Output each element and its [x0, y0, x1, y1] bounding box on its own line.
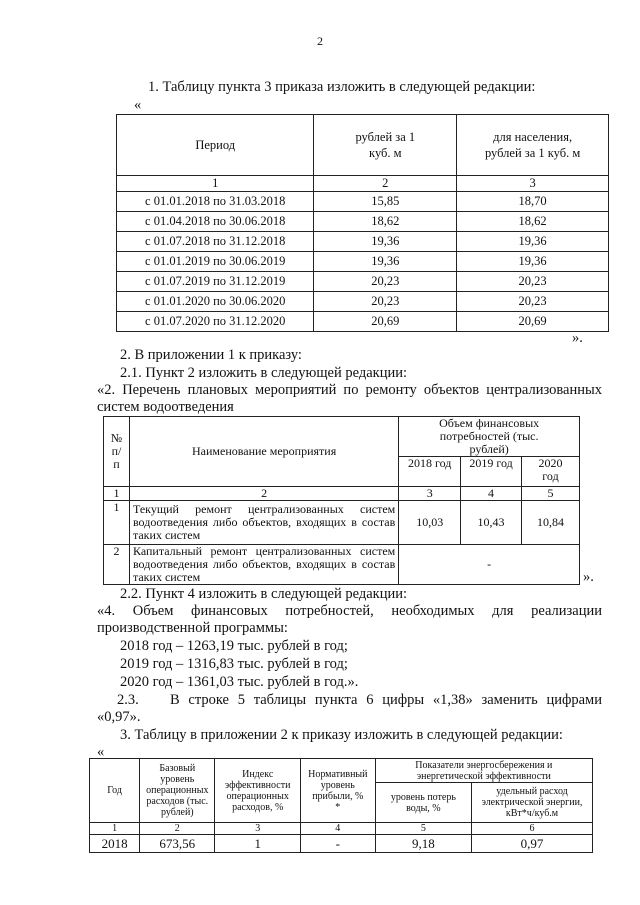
- row-number: 1: [104, 501, 130, 545]
- table-row: [117, 192, 609, 212]
- section-1-heading: 1. Таблицу пункта 3 приказа изложить в следующей редакции:: [148, 79, 536, 95]
- header-energy-indicators: Показатели энергосбережения и энергетической эффективности: [375, 759, 592, 783]
- price-cell: 19,36: [314, 252, 457, 272]
- population-price-cell: 18,70: [457, 192, 609, 212]
- colnum: 1: [104, 487, 130, 501]
- period-cell: с 01.01.2019 по 30.06.2019: [117, 252, 314, 272]
- colnum: 4: [300, 823, 375, 835]
- quote-4-line1: «4. Объем финансовых потребностей, необходимых для реализации: [97, 603, 602, 619]
- financial-line-2020: 2020 год – 1361,03 тыс. рублей в год.».: [120, 674, 359, 690]
- value-2020: 10,84: [521, 501, 579, 545]
- price-cell: 18,62: [314, 212, 457, 232]
- header-number: № п/ п: [104, 417, 130, 487]
- population-price-cell: 18,62: [457, 212, 609, 232]
- period-cell: с 01.01.2020 по 30.06.2020: [117, 292, 314, 312]
- price-cell: 20,69: [314, 312, 457, 332]
- header-base-level: Базовый уровень операционных расходов (тыс. рублей): [140, 759, 215, 823]
- header-normative-profit-star: *: [335, 801, 341, 813]
- page-number: 2: [317, 34, 323, 48]
- colnum: 3: [457, 176, 609, 192]
- specific-consumption-cell: 0,97: [472, 835, 593, 853]
- table-row: [117, 272, 609, 292]
- header-population-price: для населения, рублей за 1 куб. м: [457, 115, 609, 176]
- header-financial-needs: Объем финансовых потребностей (тыс. рублей): [399, 417, 580, 457]
- population-price-cell: 20,23: [457, 292, 609, 312]
- measure-name: Капитальный ремонт централизованных систем водоотведения либо объектов, входящих в состав таких систем: [129, 545, 398, 585]
- period-cell: с 01.07.2018 по 31.12.2018: [117, 232, 314, 252]
- column-numbers-row: [90, 823, 593, 835]
- column-numbers-row: [104, 487, 580, 501]
- quote-2-line1: «2. Перечень плановых мероприятий по ремонту объектов централизованных: [97, 382, 602, 398]
- header-year: Год: [90, 759, 140, 823]
- subsection-2-3-continued: «0,97».: [97, 709, 141, 725]
- tariff-table-header: [117, 115, 609, 176]
- colnum: 3: [215, 823, 300, 835]
- header-efficiency-index: Индекс эффективности операционных расходов, %: [215, 759, 300, 823]
- period-cell: с 01.07.2020 по 31.12.2020: [117, 312, 314, 332]
- water-loss-cell: 9,18: [375, 835, 471, 853]
- measure-name: Текущий ремонт централизованных систем водоотведения либо объектов, входящих в состав таких систем: [129, 501, 398, 545]
- close-quote-2: ».: [583, 569, 594, 585]
- population-price-cell: 19,36: [457, 232, 609, 252]
- column-numbers-row: [117, 176, 609, 192]
- price-cell: 15,85: [314, 192, 457, 212]
- quote-2-line2: систем водоотведения: [97, 399, 234, 415]
- colnum: 4: [461, 487, 522, 501]
- tariff-table: [116, 114, 609, 332]
- financial-line-2018: 2018 год – 1263,19 тыс. рублей в год;: [120, 638, 348, 654]
- header-measure-name: Наименование мероприятия: [129, 417, 398, 487]
- colnum: 1: [90, 823, 140, 835]
- table-row: [117, 312, 609, 332]
- efficiency-index-cell: 1: [215, 835, 300, 853]
- colnum: 6: [472, 823, 593, 835]
- header-price: рублей за 1 куб. м: [314, 115, 457, 176]
- financial-line-2019: 2019 год – 1316,83 тыс. рублей в год;: [120, 656, 348, 672]
- subsection-2-1: 2.1. Пункт 2 изложить в следующей редакции:: [120, 365, 408, 381]
- table-row: [104, 545, 580, 585]
- colnum: 2: [140, 823, 215, 835]
- section-3-heading: 3. Таблицу в приложении 2 к приказу изложить в следующей редакции:: [120, 727, 563, 743]
- subsection-2-3-text: В строке 5 таблицы пункта 6 цифры «1,38» заменить цифрами: [170, 692, 602, 708]
- efficiency-table: [89, 758, 593, 853]
- colnum: 2: [314, 176, 457, 192]
- table-row: [90, 835, 593, 853]
- table-row: [104, 501, 580, 545]
- open-quote-1: «: [134, 97, 142, 113]
- open-quote-3: «: [97, 744, 105, 760]
- table-row: [117, 292, 609, 312]
- header-water-loss: уровень потерь воды, %: [375, 783, 471, 823]
- table-header-row: [90, 759, 593, 783]
- price-cell: 20,23: [314, 292, 457, 312]
- header-year-2019: 2019 год: [461, 457, 522, 487]
- period-cell: с 01.07.2019 по 31.12.2019: [117, 272, 314, 292]
- colnum: 1: [117, 176, 314, 192]
- header-normative-profit: [300, 759, 375, 823]
- header-normative-profit-label: Нормативный уровень прибыли, %: [308, 768, 368, 802]
- quote-4-line2: производственной программы:: [97, 620, 288, 636]
- header-year-2018: 2018 год: [399, 457, 461, 487]
- population-price-cell: 20,69: [457, 312, 609, 332]
- price-cell: 19,36: [314, 232, 457, 252]
- table-row: [117, 232, 609, 252]
- colnum: 3: [399, 487, 461, 501]
- repair-measures-table: [103, 416, 580, 585]
- subsection-2-2: 2.2. Пункт 4 изложить в следующей редакции:: [120, 586, 408, 602]
- period-cell: с 01.04.2018 по 30.06.2018: [117, 212, 314, 232]
- table-row: [117, 252, 609, 272]
- colnum: 5: [521, 487, 579, 501]
- subsection-2-3-label: 2.3.: [117, 692, 139, 708]
- base-level-cell: 673,56: [140, 835, 215, 853]
- table-row: [117, 212, 609, 232]
- value-2019: 10,43: [461, 501, 522, 545]
- merged-value-cell: -: [399, 545, 580, 585]
- section-2-heading: 2. В приложении 1 к приказу:: [120, 347, 302, 363]
- population-price-cell: 19,36: [457, 252, 609, 272]
- normative-profit-cell: -: [300, 835, 375, 853]
- year-cell: 2018: [90, 835, 140, 853]
- colnum: 2: [129, 487, 398, 501]
- period-cell: с 01.01.2018 по 31.03.2018: [117, 192, 314, 212]
- header-period: Период: [117, 115, 314, 176]
- header-specific-consumption: удельный расход электрической энергии, кВт*ч/куб.м: [472, 783, 593, 823]
- row-number: 2: [104, 545, 130, 585]
- population-price-cell: 20,23: [457, 272, 609, 292]
- header-year-2020: 2020 год: [521, 457, 579, 487]
- value-2018: 10,03: [399, 501, 461, 545]
- close-quote-1: ».: [572, 330, 583, 346]
- price-cell: 20,23: [314, 272, 457, 292]
- table-header-row: [104, 417, 580, 457]
- colnum: 5: [375, 823, 471, 835]
